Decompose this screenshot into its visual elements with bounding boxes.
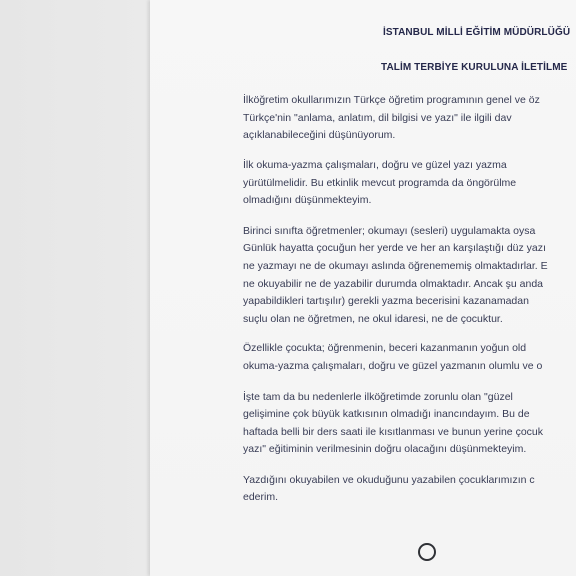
paragraph-line: yürütülmelidir. Bu etkinlik mevcut programda da öngörülme (243, 176, 517, 189)
paragraph-line: haftada belli bir ders saati ile kısıtlanması ve bunun yerine çocuk (243, 425, 543, 438)
paragraph (243, 157, 576, 210)
document-subtitle: TALİM TERBİYE KURULUNA İLETİLME (381, 61, 568, 73)
paragraph-line: Özellikle çocukta; öğrenmenin, beceri kazanmanın yoğun old (243, 342, 527, 355)
paragraph-line: olmadığını düşünmekteyim. (243, 194, 372, 207)
paragraph-line: ederim. (243, 491, 279, 504)
paragraph (243, 472, 576, 507)
document-page (150, 0, 576, 576)
paragraph (243, 389, 576, 459)
paragraph-line: okuma-yazma çalışmaları, doğru ve güzel yazmanın olumlu ve o (243, 359, 543, 372)
paragraph-line: İlk okuma-yazma çalışmaları, doğru ve güzel yazı yazma (243, 158, 507, 171)
document-title: İSTANBUL MİLLİ EĞİTİM MÜDÜRLÜĞÜ (383, 27, 571, 38)
paragraph-line: yazı" eğitiminin verilmesinin doğru olacağını düşünmekteyim. (243, 443, 527, 456)
paragraph (243, 340, 576, 375)
paragraph-line: gelişimine çok büyük katkısının olmadığı inancındayım. Bu de (243, 408, 530, 421)
document-content (243, 24, 576, 507)
paragraph (243, 92, 576, 145)
paragraph-line: ne yazmayı ne de okumayı aslında öğrenememiş olmaktadırlar. E (243, 259, 548, 272)
paragraph-line: Birinci sınıfta öğretmenler; okumayı (sesleri) uygulamakta oysa (243, 224, 536, 237)
paragraph-line: suçlu olan ne öğretmen, ne okul idaresi, ne de çocuktur. (243, 312, 503, 325)
paragraph-line: Yazdığını okuyabilen ve okuduğunu yazabilen çocuklarımızın c (243, 473, 535, 486)
paragraph-line: açıklanabileceğini düşünüyorum. (243, 129, 396, 142)
paragraph-line: Türkçe'nin "anlama, anlatım, dil bilgisi ve yazı" ile ilgili dav (243, 111, 512, 124)
paragraph-line: yapabildikleri tartışılır) gerekli yazma becerisini kazanamadan (243, 295, 529, 308)
paragraph-line: ne okuyabilir ne de yazabilir durumda olmaktadır. Ancak şu anda (243, 277, 544, 290)
circle-outline-icon (418, 543, 436, 561)
paragraph-line: İşte tam da bu nedenlerle ilköğretimde zorunlu olan "güzel (243, 390, 513, 403)
paragraph-line: Günlük hayatta çocuğun her yerde ve her an karşılaştığı düz yazı (243, 242, 546, 255)
paragraph-line: İlköğretim okullarımızın Türkçe öğretim programının genel ve öz (243, 94, 540, 107)
paragraph (243, 223, 576, 329)
